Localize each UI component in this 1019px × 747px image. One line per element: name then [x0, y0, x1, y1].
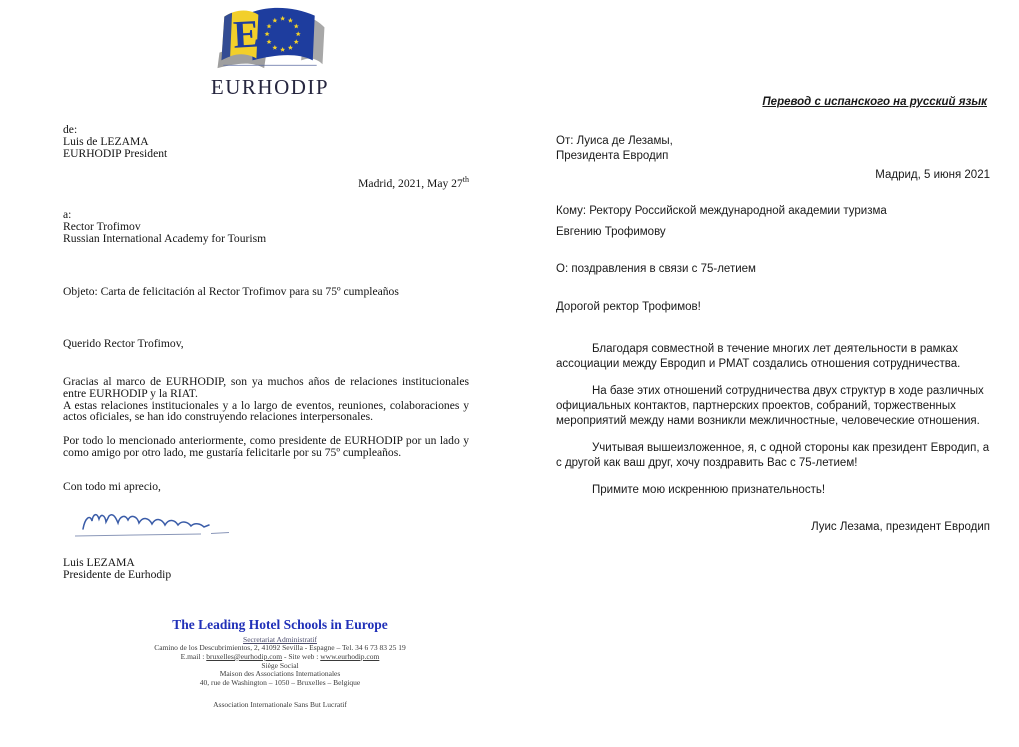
signature-line-ru: Луис Лезама, президент Евродип	[811, 521, 990, 533]
email-link[interactable]: bruxelles@eurhodip.com	[206, 651, 283, 661]
date-ordinal-suffix: th	[462, 175, 469, 185]
subject-line-es: Objeto: Carta de felicitación al Rector Trofimov para su 75º cumpleaños	[63, 285, 399, 299]
to-org: Russian International Academy for Tourism	[63, 231, 267, 245]
from-line-ru-2: Президента Евродип	[556, 150, 669, 162]
footer-siege-label: Siège Social	[261, 660, 299, 670]
body-paragraph-es-3: Por todo lo mencionado anteriormente, como presidente de EURHODIP por un lado y como amigo por otro lado, me gustaría felicitarle por su 75º cumpleaños.	[63, 434, 469, 460]
translation-note: Перевод с испанского на русский язык	[762, 96, 987, 108]
footer-siege-address: 40, rue de Washington – 1050 – Bruxelles – Belgique	[199, 678, 361, 688]
to-line-ru-2: Евгению Трофимову	[556, 226, 666, 238]
site-label: - Site web :	[282, 651, 321, 661]
salutation-ru: Дорогой ректор Трофимов!	[556, 301, 701, 313]
website-link[interactable]: www.eurhodip.com	[320, 651, 380, 661]
footer-address-sevilla: Camino de los Descubrimientos, 2, 41092 Sevilla - Espagne – Tel. 34 6 73 83 25 19	[154, 643, 406, 652]
closing-es: Con todo mi aprecio,	[63, 479, 161, 493]
body-paragraph-ru-1: Благодаря совместной в течение многих лет деятельности в рамках ассоциации между Евродип и РМАТ создались отношения сотрудничества.	[556, 343, 961, 370]
body-paragraph-es-1: Gracias al marco de EURHODIP, son ya muchos años de relaciones institucionales entre EURHODIP y la RIAT.	[63, 375, 469, 400]
signer-title: Presidente de Eurhodip	[63, 568, 172, 582]
from-name: Luis de LEZAMA	[63, 134, 149, 148]
body-paragraph-ru-2: На базе этих отношений сотрудничества двух структур в ходе различных официальных контактов, партнерских проектов, собраний, торжественных мероприятий между нами возникли межличностные, человеческие отношения.	[556, 385, 984, 427]
from-block	[63, 124, 469, 159]
eurhodip-logo	[200, 4, 340, 100]
signature-icon	[73, 504, 238, 542]
footer-secretariat-label: Secretariat Administratif	[243, 635, 317, 644]
body-paragraph-es-2: A estas relaciones institucionales y a lo largo de eventos, reuniones, colaboraciones y actos oficiales, se han ido construyendo relaciones interpersonales.	[63, 398, 469, 424]
signer-block	[63, 557, 469, 581]
salutation-es: Querido Rector Trofimov,	[63, 337, 184, 351]
email-label: E.mail :	[180, 651, 207, 661]
footer-siege-name: Maison des Associations Internationales	[219, 669, 341, 679]
logo-letter-e: E	[232, 12, 261, 57]
from-line-ru-1: От: Луиса де Лезамы,	[556, 135, 673, 147]
from-label: de:	[63, 123, 78, 136]
spanish-letter-column	[63, 124, 469, 581]
to-label: a:	[63, 208, 72, 222]
russian-translation-column	[556, 134, 990, 535]
to-block	[63, 209, 469, 244]
letter-date-ru: Мадрид, 5 июня 2021	[875, 169, 990, 181]
date-text: Madrid, 2021, May 27	[358, 177, 463, 191]
footer-association-line: Association Internationale Sans But Lucratif	[213, 699, 347, 709]
to-line-ru-1: Кому: Ректору Российской международной академии туризма	[556, 205, 887, 217]
subject-line-ru: О: поздравления в связи с 75-летием	[556, 263, 756, 275]
logo-wordmark: EURHODIP	[210, 75, 330, 99]
letter-date-es	[63, 174, 469, 190]
handwritten-signature	[73, 504, 469, 545]
eurhodip-flags-icon	[211, 4, 329, 74]
body-paragraph-ru-3: Учитывая вышеизложенное, я, с одной стороны как президент Евродип, а с другой как ваш друг, хочу поздравить Вас с 75-летием!	[556, 442, 990, 469]
signer-name: Luis LEZAMA	[63, 556, 135, 570]
to-name: Rector Trofimov	[63, 219, 141, 233]
from-title: EURHODIP President	[63, 146, 168, 160]
letterhead-footer	[110, 617, 450, 710]
body-paragraph-ru-4: Примите мою искреннюю признательность!	[592, 484, 826, 496]
footer-slogan: The Leading Hotel Schools in Europe	[172, 617, 388, 632]
